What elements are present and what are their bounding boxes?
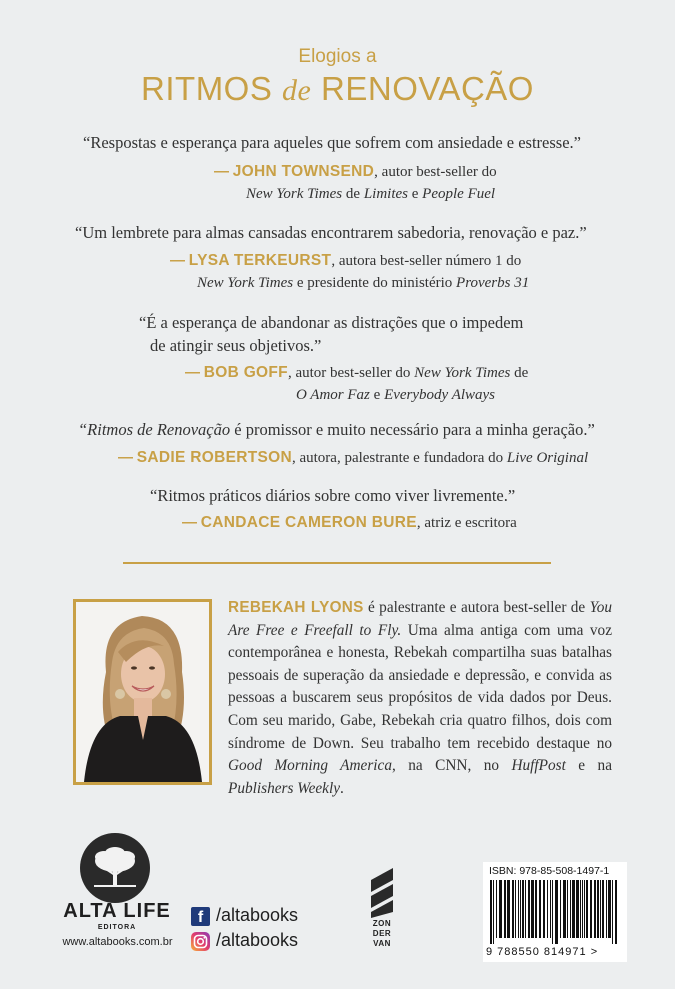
zondervan-logo-icon: [369, 866, 395, 923]
instagram-handle[interactable]: /altabooks: [216, 930, 299, 950]
tree-logo-icon: [80, 833, 150, 903]
publisher-url[interactable]: www.altabooks.com.br: [62, 936, 173, 948]
author-photo: [73, 599, 212, 785]
quote-attribution: [185, 361, 528, 385]
quote-text: “Um lembrete para almas cansadas encontrarem sabedoria, renovação e paz.”: [75, 223, 587, 242]
attr-text: e presidente do ministério: [293, 275, 457, 291]
divider: [123, 562, 551, 564]
header-subtitle: Elogios a: [298, 46, 377, 67]
quote-author: JOHN TOWNSEND: [232, 163, 375, 180]
attr-text: , autora, palestrante e fundadora do: [291, 450, 507, 466]
author-portrait-image: [76, 602, 209, 782]
dash: —: [214, 163, 229, 180]
quote-author: SADIE ROBERTSON: [136, 449, 292, 466]
quote-attribution-line2: [296, 384, 495, 407]
quote-rest: é promissor e muito necessário para a minha geração.”: [230, 420, 595, 439]
dash: —: [182, 514, 197, 531]
quote-attribution-line2: [197, 272, 529, 295]
bio-text: Uma alma antiga com uma voz contemporânea e honesta, Rebekah compartilha suas batalhas pessoais de superação da ansiedade e depressão, e convida as pessoas a buscarem seus propósitos de vida dados por Deus. Com seu marido, Gabe, Rebekah cria quatro filhos, dois com síndrome de Down. Seu trabalho tem recebido destaque no: [228, 621, 612, 752]
quote-author: LYSA TERKEURST: [188, 252, 332, 269]
quote-attribution: [170, 249, 521, 273]
dash: —: [170, 252, 185, 269]
barcode-digits: 9 788550 814971 >: [486, 946, 599, 958]
facebook-icon[interactable]: f: [191, 907, 210, 926]
zondervan-text: [367, 919, 397, 949]
attr-text: de: [342, 186, 364, 202]
attr-italic: People Fuel: [422, 186, 496, 202]
bio-italic: You Are Free e Freefall to Fly.: [228, 599, 612, 639]
quote-text: “Respostas e esperança para aqueles que sofrem com ansiedade e estresse.”: [83, 133, 581, 152]
attr-italic: O Amor Faz: [296, 387, 370, 403]
publisher-sub: EDITORA: [97, 924, 137, 931]
attr-italic: Proverbs 31: [456, 275, 530, 291]
bio-text: , na CNN, no: [391, 757, 512, 775]
bio-text: é palestrante e autora best-seller de: [363, 599, 590, 616]
attr-text: , autor best-seller do: [287, 365, 415, 381]
attr-italic: New York Times: [197, 275, 294, 291]
quote-author: CANDACE CAMERON BURE: [200, 514, 417, 531]
quote-text-line2: de atingir seus objetivos.”: [150, 336, 322, 355]
dash: —: [118, 449, 133, 466]
attr-text: , autora best-seller número 1 do: [331, 253, 522, 269]
bio-italic: HuffPost: [511, 757, 566, 775]
attr-text: , atriz e escritora: [416, 515, 517, 531]
isbn-label: ISBN: 978-85-508-1497-1: [489, 865, 610, 877]
zv-line: VAN: [373, 939, 391, 948]
attr-italic: New York Times: [414, 365, 511, 381]
quote-italic: “Ritmos de Renovação: [78, 420, 231, 439]
title-de: de: [282, 74, 312, 107]
title-part1: RITMOS: [141, 70, 273, 107]
dash: —: [185, 364, 200, 381]
barcode-icon: [488, 880, 620, 949]
bio-text: .: [340, 779, 344, 797]
quote-text: [78, 418, 595, 441]
attr-italic: Live Original: [506, 450, 589, 466]
quote-attribution-line2: [246, 183, 495, 206]
attr-italic: New York Times: [246, 186, 343, 202]
attr-text: e: [408, 186, 423, 202]
author-bio: [228, 597, 612, 800]
bio-italic: Publishers Weekly: [228, 779, 341, 797]
attr-italic: Everybody Always: [384, 387, 496, 403]
bio-italic: Good Morning America: [228, 757, 392, 775]
bio-text: e na: [565, 757, 612, 775]
attr-text: e: [369, 387, 385, 403]
zv-line: DER: [372, 929, 392, 938]
attr-italic: Limites: [363, 186, 408, 202]
facebook-handle[interactable]: /altabooks: [216, 905, 299, 925]
attr-text: , autor best-seller do: [374, 164, 497, 180]
quote-attribution: [118, 446, 588, 470]
quote-attribution: [214, 160, 497, 184]
publisher-logo-text: ALTA LIFE: [63, 900, 171, 922]
attr-text: de: [510, 365, 529, 381]
instagram-icon[interactable]: [191, 932, 210, 951]
quote-text: “Ritmos práticos diários sobre como viver livremente.”: [150, 486, 516, 505]
author-name: REBEKAH LYONS: [228, 599, 364, 616]
quote-text: “É a esperança de abandonar as distrações que o impedem: [139, 313, 524, 332]
quote-attribution: [182, 511, 517, 535]
zv-line: ZON: [372, 919, 392, 928]
quote-author: BOB GOFF: [203, 364, 288, 381]
title-part2: RENOVAÇÃO: [321, 70, 534, 107]
book-title: [0, 70, 675, 108]
